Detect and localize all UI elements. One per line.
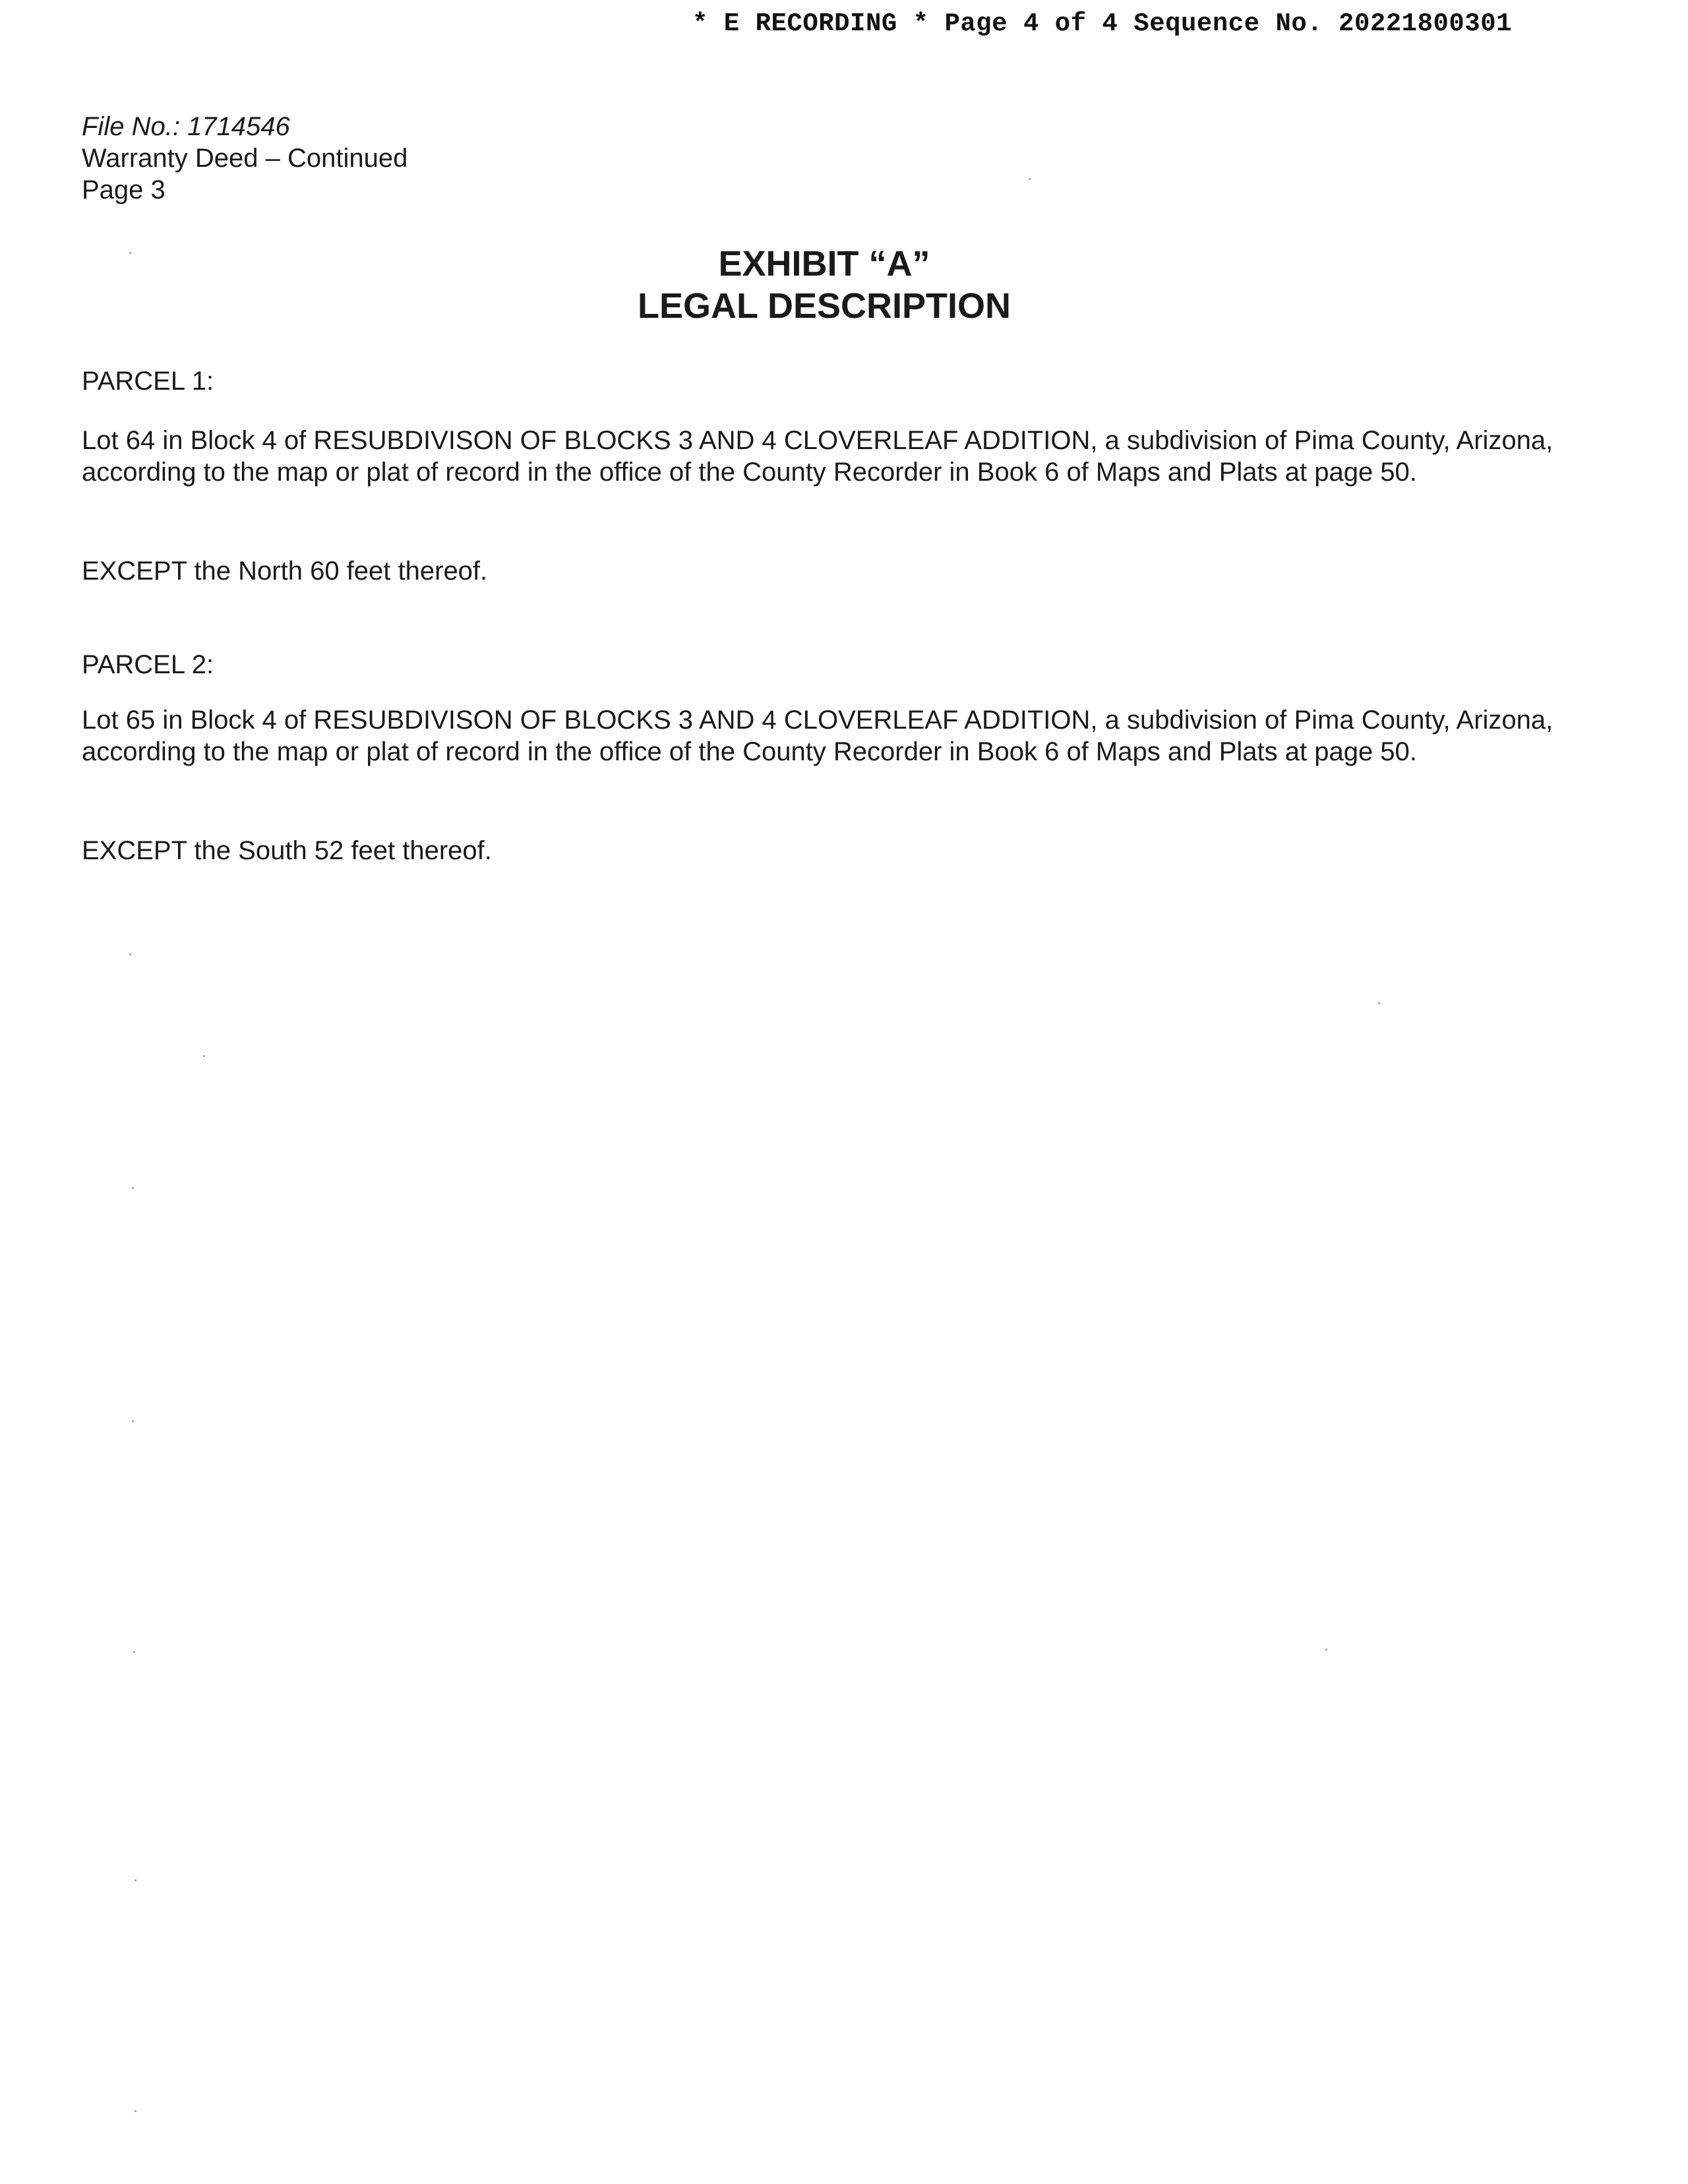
scan-speck bbox=[203, 1055, 205, 1057]
parcel-2-exception: EXCEPT the South 52 feet thereof. bbox=[82, 836, 492, 865]
file-number-label: File No.: bbox=[82, 112, 180, 141]
scan-speck bbox=[132, 1187, 134, 1189]
scan-speck bbox=[129, 252, 131, 254]
parcel-2-heading: PARCEL 2: bbox=[82, 650, 214, 679]
scan-speck bbox=[129, 954, 131, 956]
page-label: Page 3 bbox=[82, 175, 166, 204]
scan-speck bbox=[1378, 1002, 1380, 1004]
recording-header: * E RECORDING * Page 4 of 4 Sequence No. 20221800301 bbox=[692, 9, 1512, 38]
exhibit-subtitle: LEGAL DESCRIPTION bbox=[637, 286, 1011, 326]
scan-speck bbox=[133, 1651, 135, 1653]
scan-speck bbox=[135, 2110, 136, 2112]
parcel-1-exception: EXCEPT the North 60 feet thereof. bbox=[82, 557, 488, 586]
scan-speck bbox=[132, 1420, 134, 1422]
document-type: Warranty Deed – Continued bbox=[82, 144, 408, 173]
file-number-line bbox=[82, 111, 407, 142]
file-number-value: 1714546 bbox=[187, 112, 290, 141]
scan-speck bbox=[1029, 178, 1031, 180]
scan-speck bbox=[1325, 1649, 1327, 1651]
parcel-2-description: Lot 65 in Block 4 of RESUBDIVISON OF BLOCKS 3 AND 4 CLOVERLEAF ADDITION, a subdivision of Pima County, Arizona, according to the map or plat of record in the office of the County Recorder in Book 6 of Maps and Plats at page 50. bbox=[82, 706, 1553, 766]
parcel-1-heading: PARCEL 1: bbox=[82, 367, 214, 396]
scan-speck bbox=[135, 1879, 136, 1881]
exhibit-title: EXHIBIT “A” bbox=[718, 244, 930, 284]
exhibit-heading bbox=[0, 243, 1648, 327]
file-info-block bbox=[82, 111, 407, 206]
parcel-1-description: Lot 64 in Block 4 of RESUBDIVISON OF BLOCKS 3 AND 4 CLOVERLEAF ADDITION, a subdivision of Pima County, Arizona, according to the map or plat of record in the office of the County Recorder in Book 6 of Maps and Plats at page 50. bbox=[82, 426, 1553, 487]
